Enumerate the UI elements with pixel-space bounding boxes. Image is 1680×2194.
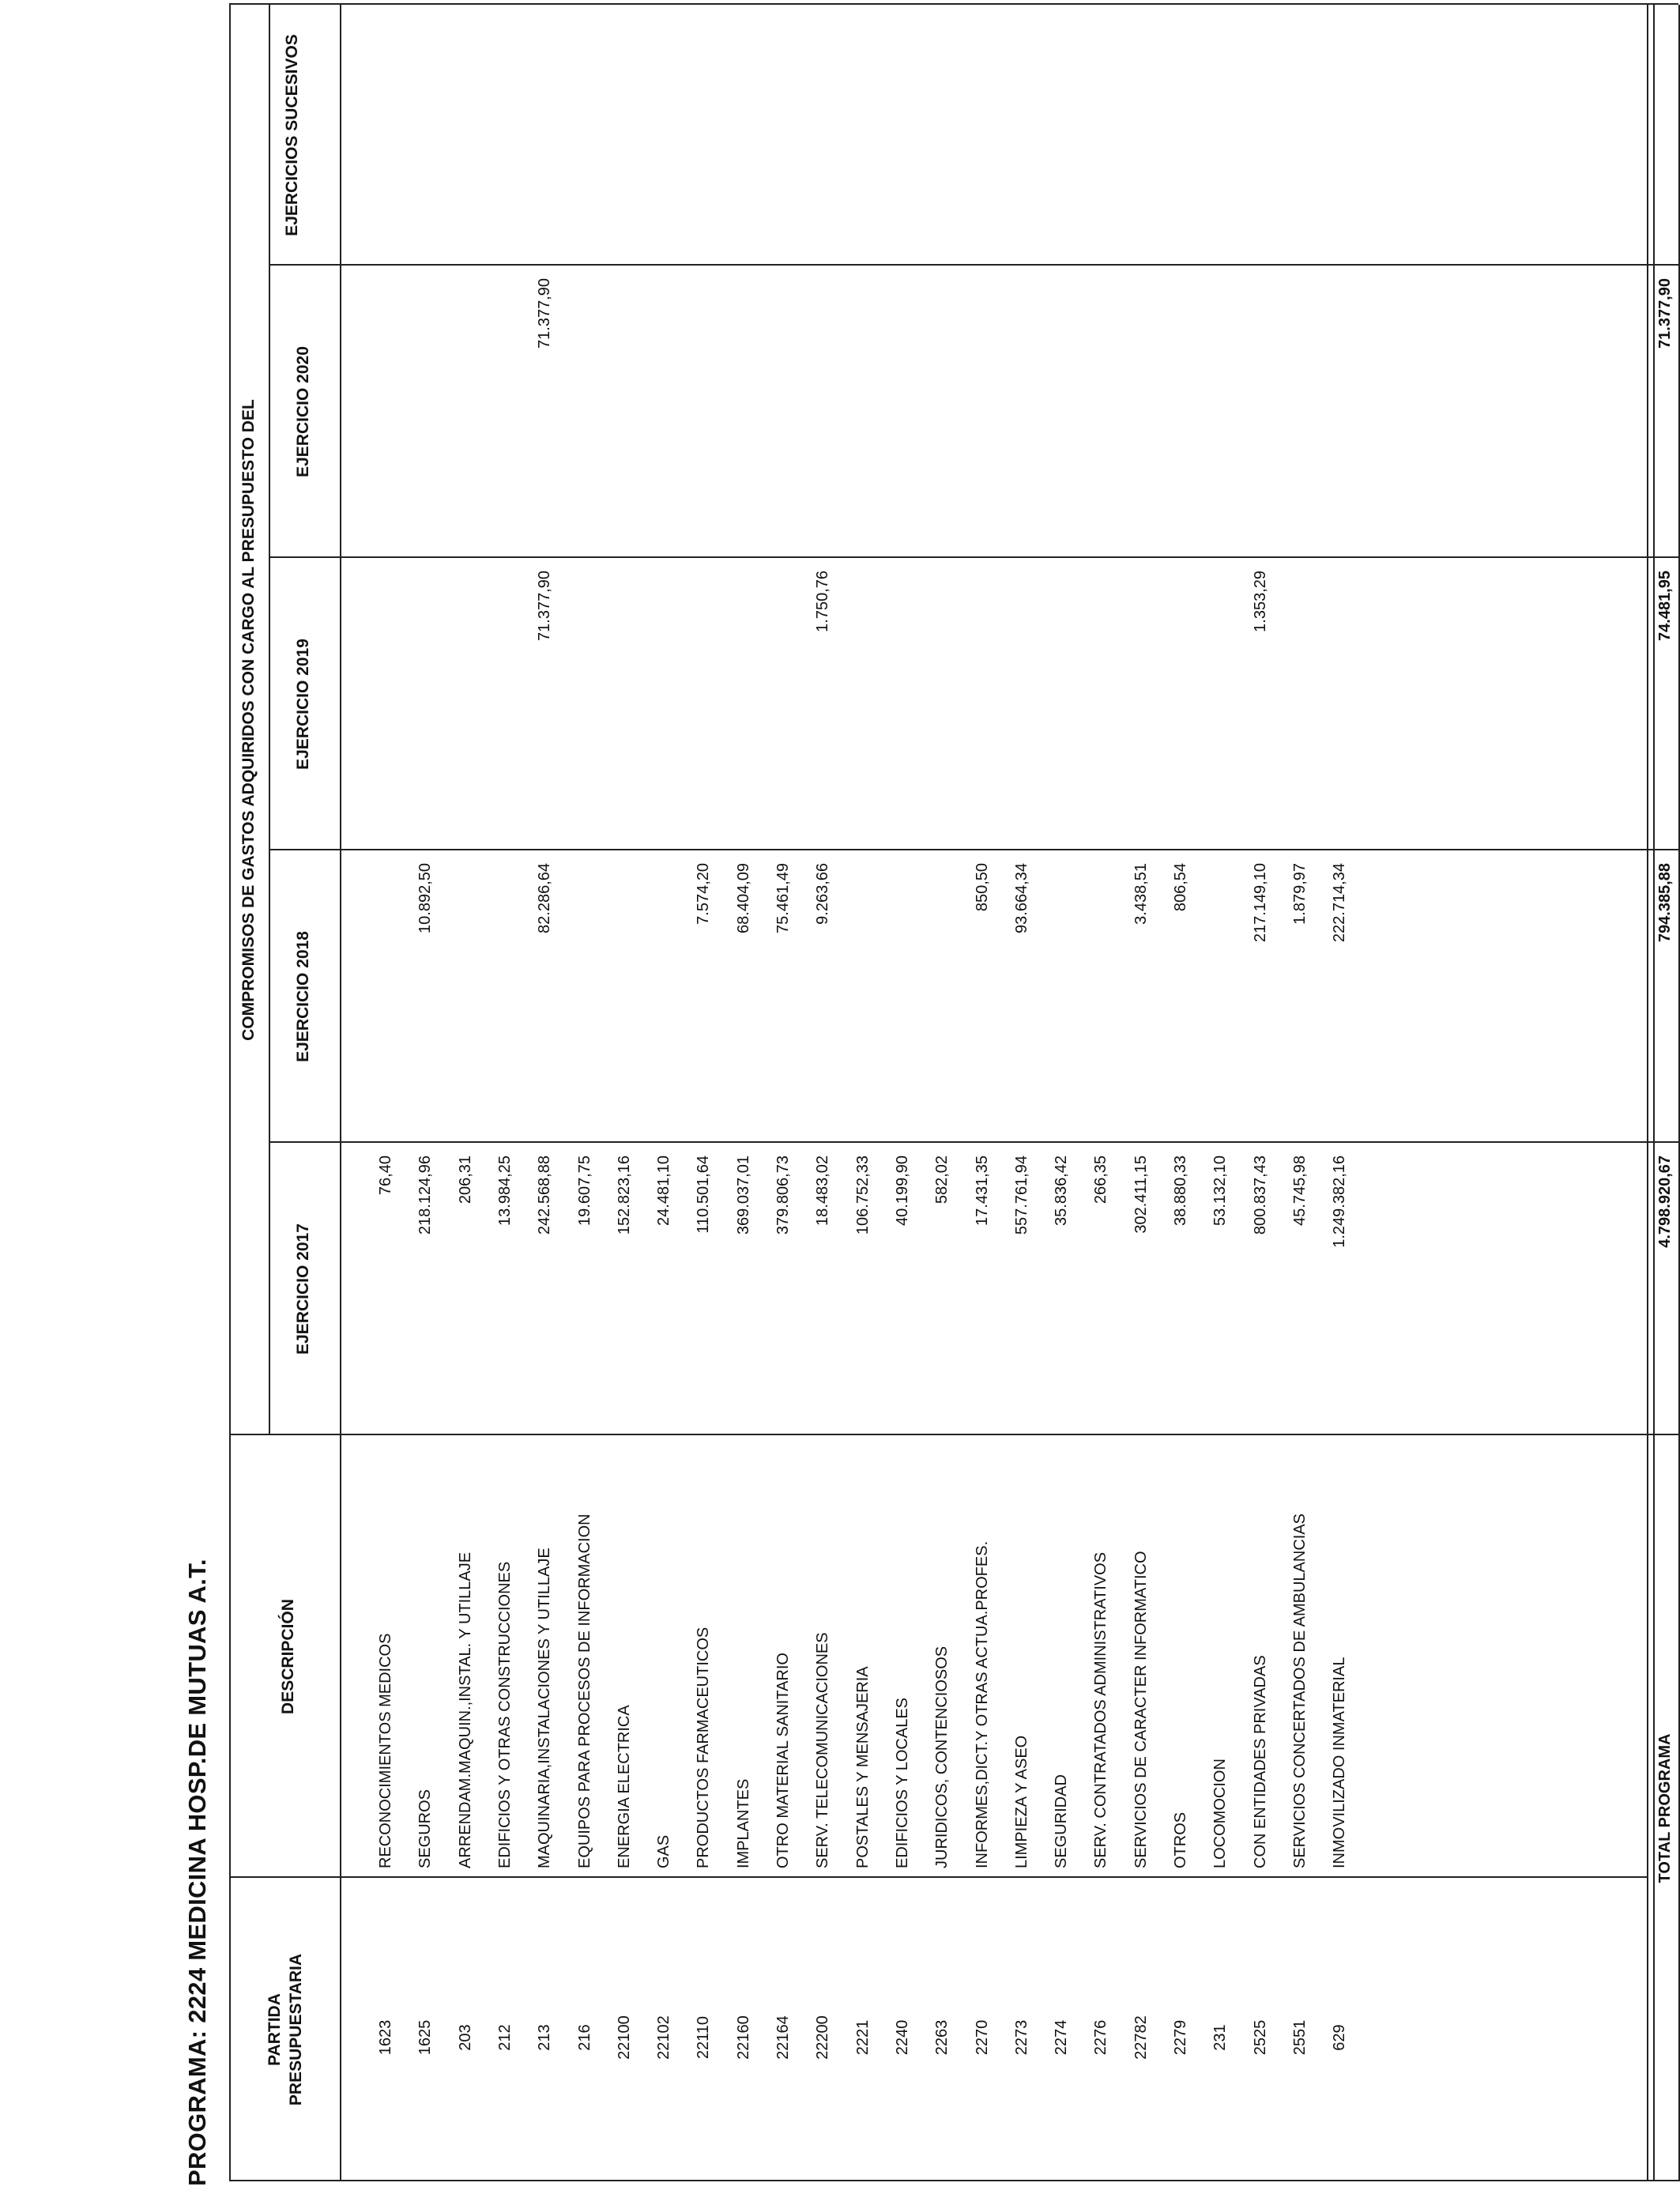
row-11-partida: 22200 — [814, 2015, 831, 2060]
col-line-2020 — [269, 264, 1678, 266]
row-10-partida: 22164 — [774, 2015, 792, 2060]
row-20-y2017: 38.880,33 — [1172, 1155, 1189, 1226]
total-y2017: 4.798.920,67 — [1656, 1155, 1674, 1248]
row-9-descripcion: IMPLANTES — [735, 1778, 752, 1868]
col-line-left — [229, 2180, 1678, 2181]
row-1-descripcion: SEGUROS — [416, 1789, 434, 1868]
row-19-descripcion: SERVICIOS DE CARACTER INFORMATICO — [1132, 1551, 1150, 1868]
row-8-partida: 22110 — [695, 2015, 712, 2060]
row-4-partida: 213 — [536, 2024, 553, 2051]
row-16-descripcion: LIMPIEZA Y ASEO — [1013, 1735, 1030, 1868]
row-23-partida: 2551 — [1291, 2019, 1309, 2056]
row-7-partida: 22102 — [655, 2015, 672, 2060]
row-15-y2017: 17.431,35 — [974, 1155, 991, 1226]
row-13-partida: 2240 — [894, 2019, 911, 2056]
row-14-partida: 2263 — [933, 2019, 951, 2056]
row-1-partida: 1625 — [416, 2019, 434, 2056]
row-3-y2017: 13.984,25 — [496, 1155, 514, 1226]
row-11-descripcion: SERV. TELECOMUNICACIONES — [814, 1632, 831, 1868]
row-6-partida: 22100 — [616, 2015, 633, 2060]
row-14-y2017: 582,02 — [933, 1155, 951, 1204]
table-border-rows-bottom — [1647, 5, 1648, 2181]
row-22-y2017: 800.837,43 — [1252, 1155, 1269, 1235]
row-4-y2020: 71.377,90 — [536, 278, 553, 349]
table-border-total-top — [1653, 5, 1655, 2181]
row-18-descripcion: SERV. CONTRATADOS ADMINISTRATIVOS — [1092, 1551, 1109, 1868]
total-y2019: 74.481,95 — [1656, 571, 1674, 641]
row-9-partida: 22160 — [735, 2015, 752, 2060]
row-11-y2017: 18.483,02 — [814, 1155, 831, 1226]
row-22-y2018: 217.149,10 — [1252, 863, 1269, 943]
row-15-partida: 2270 — [974, 2019, 991, 2056]
row-3-descripcion: EDIFICIOS Y OTRAS CONSTRUCCIONES — [496, 1561, 514, 1868]
total-y2018: 794.385,88 — [1656, 863, 1674, 943]
row-7-descripcion: GAS — [655, 1834, 672, 1868]
row-7-y2017: 24.481,10 — [655, 1155, 672, 1226]
row-0-partida: 1623 — [377, 2019, 394, 2056]
header-ejercicio-2017: EJERCICIO 2017 — [294, 1223, 312, 1355]
table-border-top — [229, 5, 231, 2181]
row-2-y2017: 206,31 — [457, 1155, 474, 1204]
row-9-y2017: 369.037,01 — [735, 1155, 752, 1235]
row-4-y2017: 242.568,88 — [536, 1155, 553, 1235]
row-15-y2018: 850,50 — [974, 863, 991, 912]
row-8-y2017: 110.501,64 — [695, 1155, 712, 1234]
row-16-y2018: 93.664,34 — [1013, 863, 1030, 933]
page-title: PROGRAMA: 2224 MEDICINA HOSP.DE MUTUAS A.T. — [183, 1559, 211, 2186]
row-18-y2017: 266,35 — [1092, 1155, 1109, 1204]
header-ejercicio-2018: EJERCICIO 2018 — [294, 931, 312, 1062]
row-9-y2018: 68.404,09 — [735, 863, 752, 933]
row-21-partida: 231 — [1211, 2024, 1229, 2051]
header-group-compromisos: COMPROMISOS DE GASTOS ADQUIRIDOS CON CARGO AL PRESUPUESTO DEL — [239, 399, 258, 1041]
row-5-y2017: 19.607,75 — [576, 1155, 593, 1226]
row-6-descripcion: ENERGIA ELECTRICA — [616, 1705, 633, 1868]
row-13-descripcion: EDIFICIOS Y LOCALES — [894, 1697, 911, 1868]
row-15-descripcion: INFORMES,DICT.Y OTRAS ACTUA.PROFES. — [974, 1540, 991, 1868]
row-20-descripcion: OTROS — [1172, 1811, 1189, 1868]
row-5-descripcion: EQUIPOS PARA PROCESOS DE INFORMACION — [576, 1514, 593, 1868]
row-12-y2017: 106.752,33 — [854, 1155, 872, 1235]
row-22-y2019: 1.353,29 — [1252, 571, 1269, 632]
row-6-y2017: 152.823,16 — [616, 1155, 633, 1235]
row-4-y2019: 71.377,90 — [536, 571, 553, 641]
row-17-descripcion: SEGURIDAD — [1053, 1774, 1070, 1868]
col-line-2019 — [269, 556, 1678, 558]
header-bottom-line — [340, 5, 341, 2181]
row-18-partida: 2276 — [1092, 2019, 1109, 2056]
row-2-descripcion: ARRENDAM.MAQUIN.,INSTAL. Y UTILLAJE — [457, 1551, 474, 1868]
row-17-partida: 2274 — [1053, 2019, 1070, 2056]
row-4-y2018: 82.286,64 — [536, 863, 553, 933]
row-21-descripcion: LOCOMOCION — [1211, 1759, 1229, 1868]
row-23-descripcion: SERVICIOS CONCERTADOS DE AMBULANCIAS — [1291, 1514, 1309, 1868]
row-10-descripcion: OTRO MATERIAL SANITARIO — [774, 1653, 792, 1868]
row-10-y2017: 379.806,73 — [774, 1155, 792, 1235]
row-8-descripcion: PRODUCTOS FARMACEUTICOS — [695, 1627, 712, 1868]
row-11-y2018: 9.263,66 — [814, 863, 831, 925]
header-partida-line2: PRESUPUESTARIA — [287, 1953, 305, 2106]
row-24-descripcion: INMOVILIZADO INMATERIAL — [1331, 1657, 1348, 1868]
row-8-y2018: 7.574,20 — [695, 863, 712, 925]
row-12-descripcion: POSTALES Y MENSAJERIA — [854, 1666, 872, 1868]
col-line-desc — [229, 1434, 1678, 1435]
row-24-y2017: 1.249.382,16 — [1331, 1155, 1348, 1248]
row-24-partida: 629 — [1331, 2024, 1348, 2051]
group-header-divider — [269, 5, 270, 1435]
total-y2020: 71.377,90 — [1656, 278, 1674, 349]
col-line-right — [229, 3, 1678, 5]
row-3-partida: 212 — [496, 2024, 514, 2051]
row-2-partida: 203 — [457, 2024, 474, 2051]
row-19-y2017: 302.411,15 — [1132, 1155, 1150, 1234]
row-1-y2017: 218.124,96 — [416, 1155, 434, 1235]
row-14-descripcion: JURIDICOS, CONTENCIOSOS — [933, 1646, 951, 1868]
row-5-partida: 216 — [576, 2024, 593, 2051]
row-12-partida: 2221 — [854, 2019, 872, 2056]
row-11-y2019: 1.750,76 — [814, 571, 831, 632]
header-ejercicios-sucesivos: EJERCICIOS SUCESIVOS — [283, 34, 301, 236]
row-13-y2017: 40.199,90 — [894, 1155, 911, 1226]
total-label: TOTAL PROGRAMA — [1656, 1733, 1674, 1883]
row-4-descripcion: MAQUINARIA,INSTALACIONES Y UTILLAJE — [536, 1547, 553, 1868]
header-partida-line1: PARTIDA — [266, 1993, 284, 2066]
row-17-y2017: 35.836,42 — [1053, 1155, 1070, 1226]
row-20-y2018: 806,54 — [1172, 863, 1189, 912]
row-19-partida: 22782 — [1132, 2015, 1150, 2060]
row-10-y2018: 75.461,49 — [774, 863, 792, 933]
row-21-y2017: 53.132,10 — [1211, 1155, 1229, 1226]
row-23-y2018: 1.879,97 — [1291, 863, 1309, 925]
row-19-y2018: 3.438,51 — [1132, 863, 1150, 925]
row-0-descripcion: RECONOCIMIENTOS MEDICOS — [377, 1633, 394, 1868]
row-20-partida: 2279 — [1172, 2019, 1189, 2056]
col-line-partida — [229, 1876, 1647, 1878]
row-16-partida: 2273 — [1013, 2019, 1030, 2056]
row-23-y2017: 45.745,98 — [1291, 1155, 1309, 1226]
row-24-y2018: 222.714,34 — [1331, 863, 1348, 943]
row-22-partida: 2525 — [1252, 2019, 1269, 2056]
row-22-descripcion: CON ENTIDADES PRIVADAS — [1252, 1655, 1269, 1868]
header-ejercicio-2020: EJERCICIO 2020 — [294, 346, 312, 477]
col-line-2018 — [269, 849, 1678, 850]
row-0-y2017: 76,40 — [377, 1155, 394, 1196]
header-descripcion: DESCRIPCIÓN — [279, 1599, 297, 1714]
row-16-y2017: 557.761,94 — [1013, 1155, 1030, 1235]
row-1-y2018: 10.892,50 — [416, 863, 434, 933]
header-ejercicio-2019: EJERCICIO 2019 — [294, 639, 312, 770]
